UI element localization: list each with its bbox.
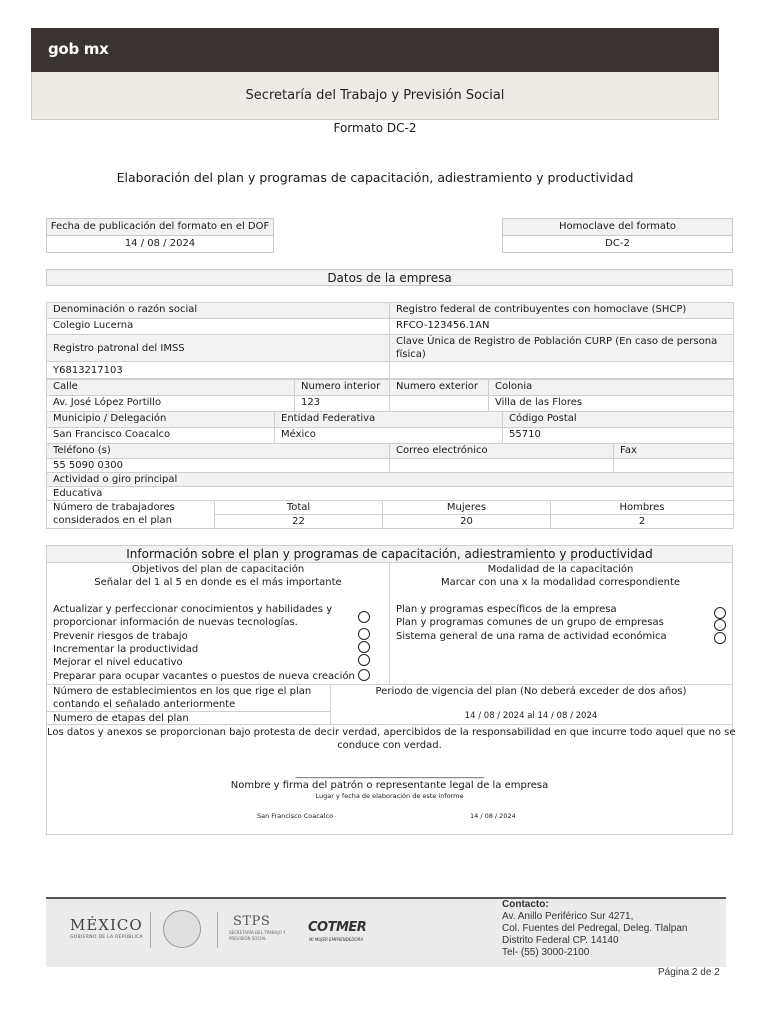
colonia-value: Villa de las Flores — [489, 396, 734, 412]
vigencia-label: Periodo de vigencia del plan (No deberá exceder de dos años) — [375, 686, 687, 697]
objetivo-5: Preparar para ocupar vacantes o puestos de nueva creación — [53, 671, 355, 682]
homoclave-label: Homoclave del formato — [503, 219, 732, 236]
entidad-label: Entidad Federativa — [275, 412, 503, 428]
curp-value — [390, 362, 734, 379]
vigencia-value: 14 / 08 / 2024 al 14 / 08 / 2024 — [464, 711, 598, 721]
correo-value — [390, 459, 614, 473]
cotmer-logo-subtitle: MI MUJER EMPRENDEDORA — [309, 937, 364, 942]
razon-social-label: Denominación o razón social — [47, 303, 390, 319]
mujeres-value: 20 — [383, 515, 551, 529]
objetivo-2: Prevenir riesgos de trabajo — [53, 631, 188, 642]
firma-label: Nombre y firma del patrón o representante legal de la empresa — [230, 780, 549, 791]
objetivo-3-radio[interactable] — [358, 641, 370, 653]
protesta-line-1: Los datos y anexos se proporcionan bajo protesta de decir verdad, apercibidos de la responsabilidad en que incurre todo aquel que no se — [47, 727, 736, 738]
actividad-value: Educativa — [47, 487, 734, 501]
mexico-logo-subtitle: GOBIERNO DE LA REPÚBLICA — [70, 935, 143, 940]
calle-value: Av. José López Portillo — [47, 396, 295, 412]
hombres-label: Hombres — [551, 501, 734, 515]
contact-line: Av. Anillo Periférico Sur 4271, — [502, 911, 634, 922]
plan-info-block — [46, 545, 736, 835]
establecimientos-label-1: Número de establecimientos en los que rige el plan — [53, 686, 312, 697]
stps-logo-subtitle: SECRETARÍA DEL TRABAJO Y PREVISIÓN SOCIAL — [229, 930, 286, 941]
modalidad-title: Modalidad de la capacitación — [487, 564, 634, 575]
fecha-publicacion-value: 14 / 08 / 2024 — [124, 238, 196, 249]
empresa-table-municipio — [46, 411, 734, 444]
objetivo-4-radio[interactable] — [358, 654, 370, 666]
total-label: Total — [215, 501, 383, 515]
fax-value — [614, 459, 734, 473]
formato-label: Formato DC-2 — [333, 121, 417, 135]
fecha-publicacion-box — [46, 218, 274, 253]
rfc-label: Registro federal de contribuyentes con homoclave (SHCP) — [390, 303, 734, 319]
entidad-value: México — [275, 428, 503, 444]
telefono-label: Teléfono (s) — [47, 444, 390, 459]
plan-info-header: Información sobre el plan y programas de capacitación, adiestramiento y productividad — [47, 546, 732, 563]
modalidad-2-radio[interactable] — [714, 619, 726, 631]
national-seal-icon — [163, 910, 201, 948]
calle-label: Calle — [47, 380, 295, 396]
empresa-table-1 — [46, 302, 734, 379]
num-int-value: 123 — [295, 396, 390, 412]
objetivo-4: Mejorar el nivel educativo — [53, 657, 183, 668]
modalidad-3: Sistema general de una rama de actividad económica — [396, 631, 667, 642]
modalidad-3-radio[interactable] — [714, 632, 726, 644]
num-int-label: Numero interior — [295, 380, 390, 396]
razon-social-value: Colegio Lucerna — [47, 319, 390, 335]
etapas-label: Numero de etapas del plan — [53, 713, 189, 724]
objetivo-3: Incrementar la productividad — [53, 644, 199, 655]
establecimientos-label-2: contando el señalado anteriormente — [53, 699, 236, 710]
objetivo-1-line-2: proporcionar información de nuevas tecnologías. — [53, 617, 298, 628]
secretaria-banner — [31, 72, 719, 120]
datos-empresa-header: Datos de la empresa — [46, 269, 733, 286]
total-value: 22 — [215, 515, 383, 529]
colonia-label: Colonia — [489, 380, 734, 396]
fecha-publicacion-label: Fecha de publicación del formato en el DOF — [47, 219, 273, 236]
trabajadores-label-1: Número de trabajadores — [53, 502, 175, 513]
curp-label: Clave Única de Registro de Población CURP (En caso de persona física) — [390, 335, 734, 362]
objetivo-2-radio[interactable] — [358, 628, 370, 640]
contact-line: Tel- (55) 3000-2100 — [502, 947, 590, 958]
mexico-logo: MÉXICO — [70, 916, 143, 934]
objetivo-1-radio[interactable] — [358, 611, 370, 623]
modalidad-1-radio[interactable] — [714, 607, 726, 619]
document-title: Elaboración del plan y programas de capacitación, adiestramiento y productividad — [116, 170, 634, 185]
modalidad-1: Plan y programas específicos de la empresa — [396, 604, 617, 615]
homoclave-box — [502, 218, 733, 253]
cotmer-logo: COTMER — [308, 920, 367, 935]
gob-header-bar — [31, 28, 719, 72]
imss-value: Y6813217103 — [47, 362, 390, 379]
objetivo-5-radio[interactable] — [358, 669, 370, 681]
objetivo-1-line-1: Actualizar y perfeccionar conocimientos y habilidades y — [53, 604, 333, 615]
contact-block — [502, 899, 687, 959]
municipio-value: San Francisco Coacalco — [47, 428, 275, 444]
telefono-value: 55 5090 0300 — [47, 459, 390, 473]
hombres-value: 2 — [551, 515, 734, 529]
lugar-fecha-label: Lugar y fecha de elaboración de este informe — [315, 792, 464, 800]
lugar-value: San Francisco Coacalco — [257, 812, 334, 820]
modalidad-2: Plan y programas comunes de un grupo de empresas — [396, 617, 664, 628]
correo-label: Correo electrónico — [390, 444, 614, 459]
num-ext-value — [390, 396, 489, 412]
objetivos-title: Objetivos del plan de capacitación — [131, 564, 305, 575]
contact-line: Col. Fuentes del Pedregal, Deleg. Tlalpan — [502, 923, 688, 934]
page-number: Página 2 de 2 — [658, 967, 720, 978]
municipio-label: Municipio / Delegación — [47, 412, 275, 428]
imss-label: Registro patronal del IMSS — [47, 335, 390, 362]
objetivos-subtitle: Señalar del 1 al 5 en donde es el más importante — [94, 577, 342, 588]
fecha-elaboracion-value: 14 / 08 / 2024 — [470, 812, 516, 820]
homoclave-value: DC-2 — [605, 238, 630, 249]
secretaria-title: Secretaría del Trabajo y Previsión Social — [245, 88, 505, 103]
num-ext-label: Numero exterior — [390, 380, 489, 396]
contact-line: Distrito Federal CP. 14140 — [502, 935, 619, 946]
empresa-table-actividad — [46, 472, 734, 529]
cp-value: 55710 — [503, 428, 734, 444]
protesta-line-2: conduce con verdad. — [337, 740, 442, 751]
trabajadores-label-2: considerados en el plan — [53, 515, 172, 526]
footer-separator — [217, 912, 218, 948]
contact-title: Contacto: — [502, 899, 549, 910]
empresa-table-telefono — [46, 443, 734, 473]
actividad-label: Actividad o giro principal — [47, 473, 734, 487]
footer-separator — [150, 912, 151, 948]
empresa-table-address — [46, 379, 734, 412]
modalidad-subtitle: Marcar con una x la modalidad correspondiente — [440, 577, 681, 588]
rfc-value: RFCO-123456.1AN — [390, 319, 734, 335]
mujeres-label: Mujeres — [383, 501, 551, 515]
stps-logo: STPS — [233, 914, 271, 929]
gob-mx-logo: gob mx — [48, 40, 109, 58]
firma-line: _______________________________________________ — [295, 769, 484, 779]
fax-label: Fax — [614, 444, 734, 459]
cp-label: Código Postal — [503, 412, 734, 428]
